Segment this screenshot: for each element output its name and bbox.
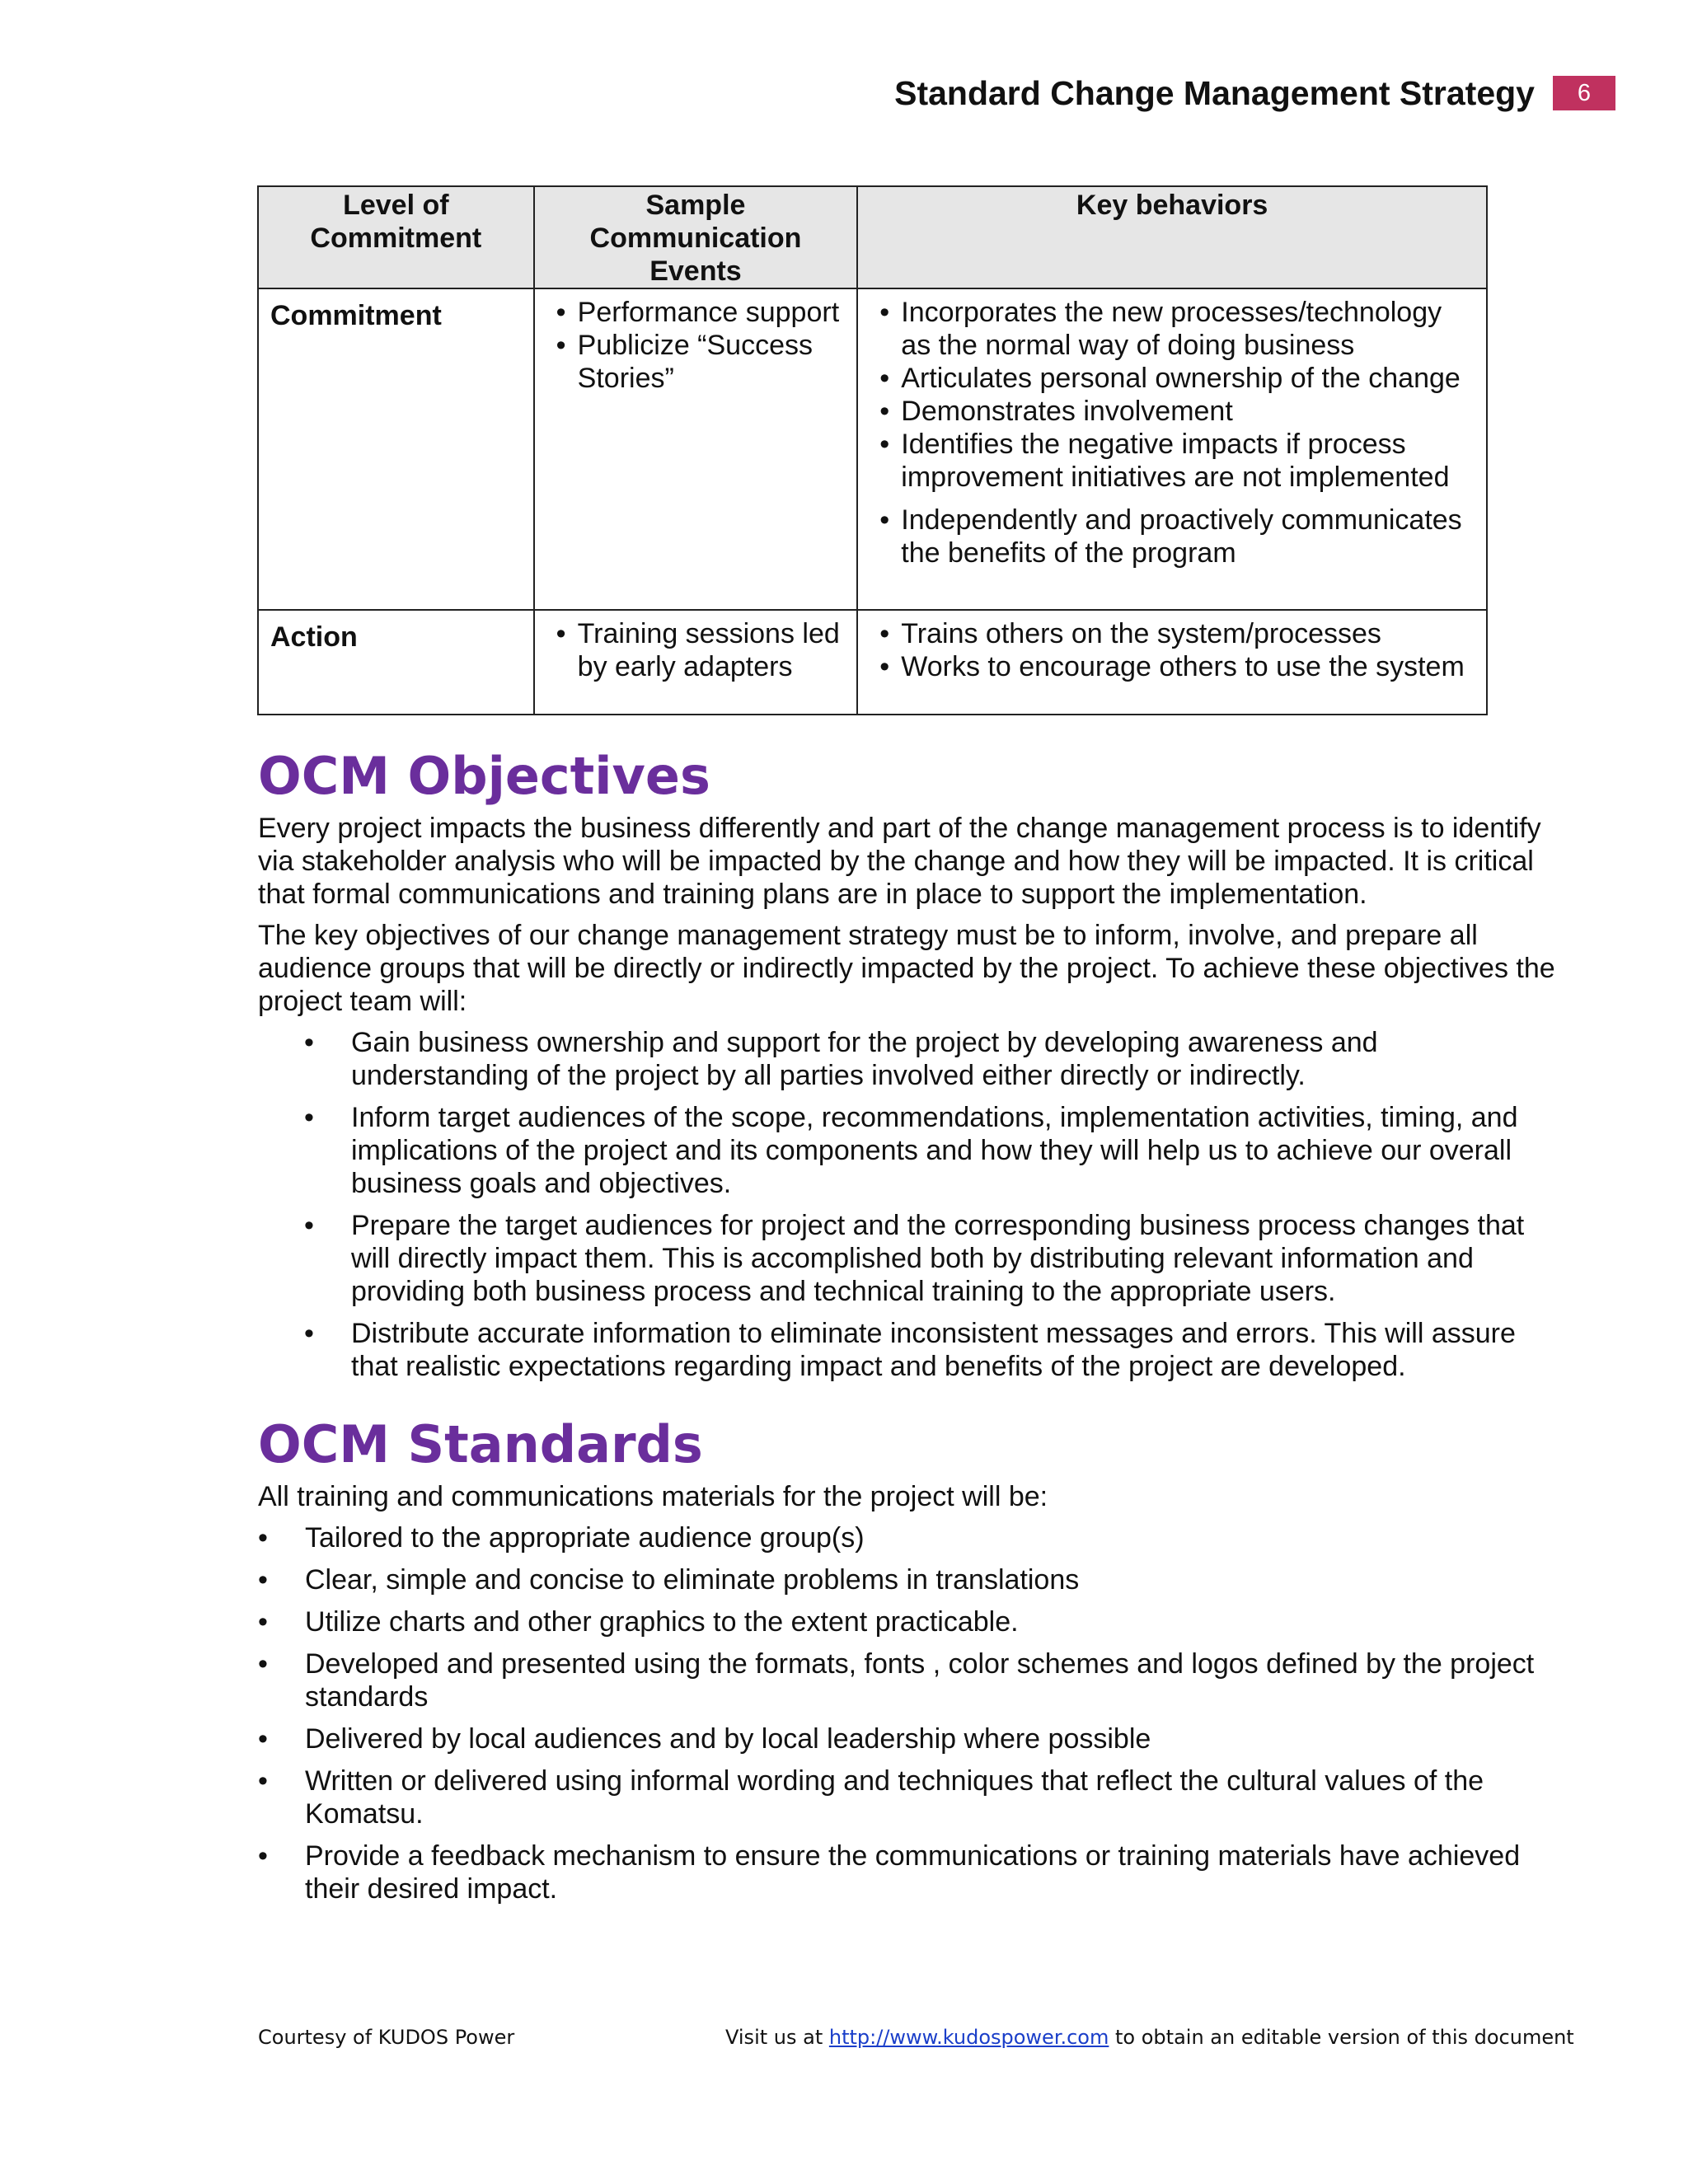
standards-heading: OCM Standards [258, 1414, 703, 1474]
behaviors-cell [857, 288, 1487, 610]
list-item: • Provide a feedback mechanism to ensure the communications or training materials have achieved their desired impact. [258, 1840, 1560, 1905]
kudos-website-link[interactable]: http://www.kudospower.com [828, 2026, 1109, 2049]
table-row [258, 610, 1487, 715]
list-item: • Written or delivered using informal wording and techniques that reflect the cultural values of the Komatsu. [258, 1765, 1560, 1830]
list-item: • Clear, simple and concise to eliminate problems in translations [258, 1563, 1560, 1596]
event-item: • Performance support [546, 296, 846, 329]
event-item: • Training sessions led by early adapters [546, 617, 846, 683]
table-header-row [258, 186, 1487, 288]
column-header-behaviors: Key behaviors [857, 186, 1487, 288]
footer-courtesy: Courtesy of KUDOS Power [258, 2026, 515, 2049]
objectives-list [258, 1026, 1560, 1383]
list-item: • Developed and presented using the formats, fonts , color schemes and logos defined by the project standards [258, 1647, 1560, 1713]
commitment-table [257, 185, 1488, 715]
footer-visit-suffix: to obtain an editable version of this document [1115, 2026, 1574, 2049]
page-number-badge: 6 [1553, 76, 1615, 110]
events-cell [534, 288, 858, 610]
behavior-item: • Independently and proactively communicates the benefits of the program [870, 504, 1475, 569]
page-header [894, 74, 1615, 112]
objectives-heading: OCM Objectives [258, 746, 710, 806]
footer-visit [725, 2026, 1574, 2049]
event-item: • Publicize “Success Stories” [546, 329, 846, 395]
behavior-item: • Trains others on the system/processes [870, 617, 1475, 650]
list-item: • Prepare the target audiences for project and the corresponding business process changes that will directly impact them. This is accomplished both by distributing relevant information and providing both business process and technical training to the appropriate users. [258, 1209, 1560, 1308]
column-header-events: Sample Communication Events [534, 186, 858, 288]
list-item: • Utilize charts and other graphics to the extent practicable. [258, 1605, 1560, 1638]
list-item: • Distribute accurate information to eliminate inconsistent messages and errors. This will assure that realistic expectations regarding impact and benefits of the project are developed. [258, 1317, 1560, 1383]
list-item: • Delivered by local audiences and by local leadership where possible [258, 1722, 1560, 1755]
objectives-paragraph: Every project impacts the business differently and part of the change management process is to identify via stakeholder analysis who will be impacted by the change and how they will be impacted. It is critical that formal communications and training plans are in place to support the implementation. [258, 813, 1541, 910]
column-header-level: Level of Commitment [258, 186, 534, 288]
level-cell: Commitment [258, 288, 534, 610]
behavior-item: • Demonstrates involvement [870, 395, 1475, 428]
list-item: • Gain business ownership and support for the project by developing awareness and understanding of the project by all parties involved either directly or indirectly. [258, 1026, 1560, 1092]
objectives-paragraph: The key objectives of our change management strategy must be to inform, involve, and prepare all audience groups that will be directly or indirectly impacted by the project. To achieve these objectives the project team will: [258, 920, 1555, 1017]
behavior-item: • Articulates personal ownership of the change [870, 362, 1475, 395]
behaviors-cell [857, 610, 1487, 715]
behavior-item: • Incorporates the new processes/technology as the normal way of doing business [870, 296, 1475, 362]
standards-list [258, 1521, 1560, 1905]
level-cell: Action [258, 610, 534, 715]
standards-intro: All training and communications materials for the project will be: [258, 1481, 1048, 1512]
document-title: Standard Change Management Strategy [894, 73, 1535, 112]
footer-visit-prefix: Visit us at [725, 2026, 823, 2049]
table-row [258, 288, 1487, 610]
behavior-item: • Identifies the negative impacts if process improvement initiatives are not implemented [870, 428, 1475, 494]
main-content [258, 746, 1560, 1915]
behavior-item: • Works to encourage others to use the system [870, 650, 1475, 683]
list-item: • Tailored to the appropriate audience group(s) [258, 1521, 1560, 1554]
list-item: • Inform target audiences of the scope, recommendations, implementation activities, timing, and implications of the project and its components and how they will help us to achieve our overall business goals and objectives. [258, 1101, 1560, 1200]
events-cell [534, 610, 858, 715]
